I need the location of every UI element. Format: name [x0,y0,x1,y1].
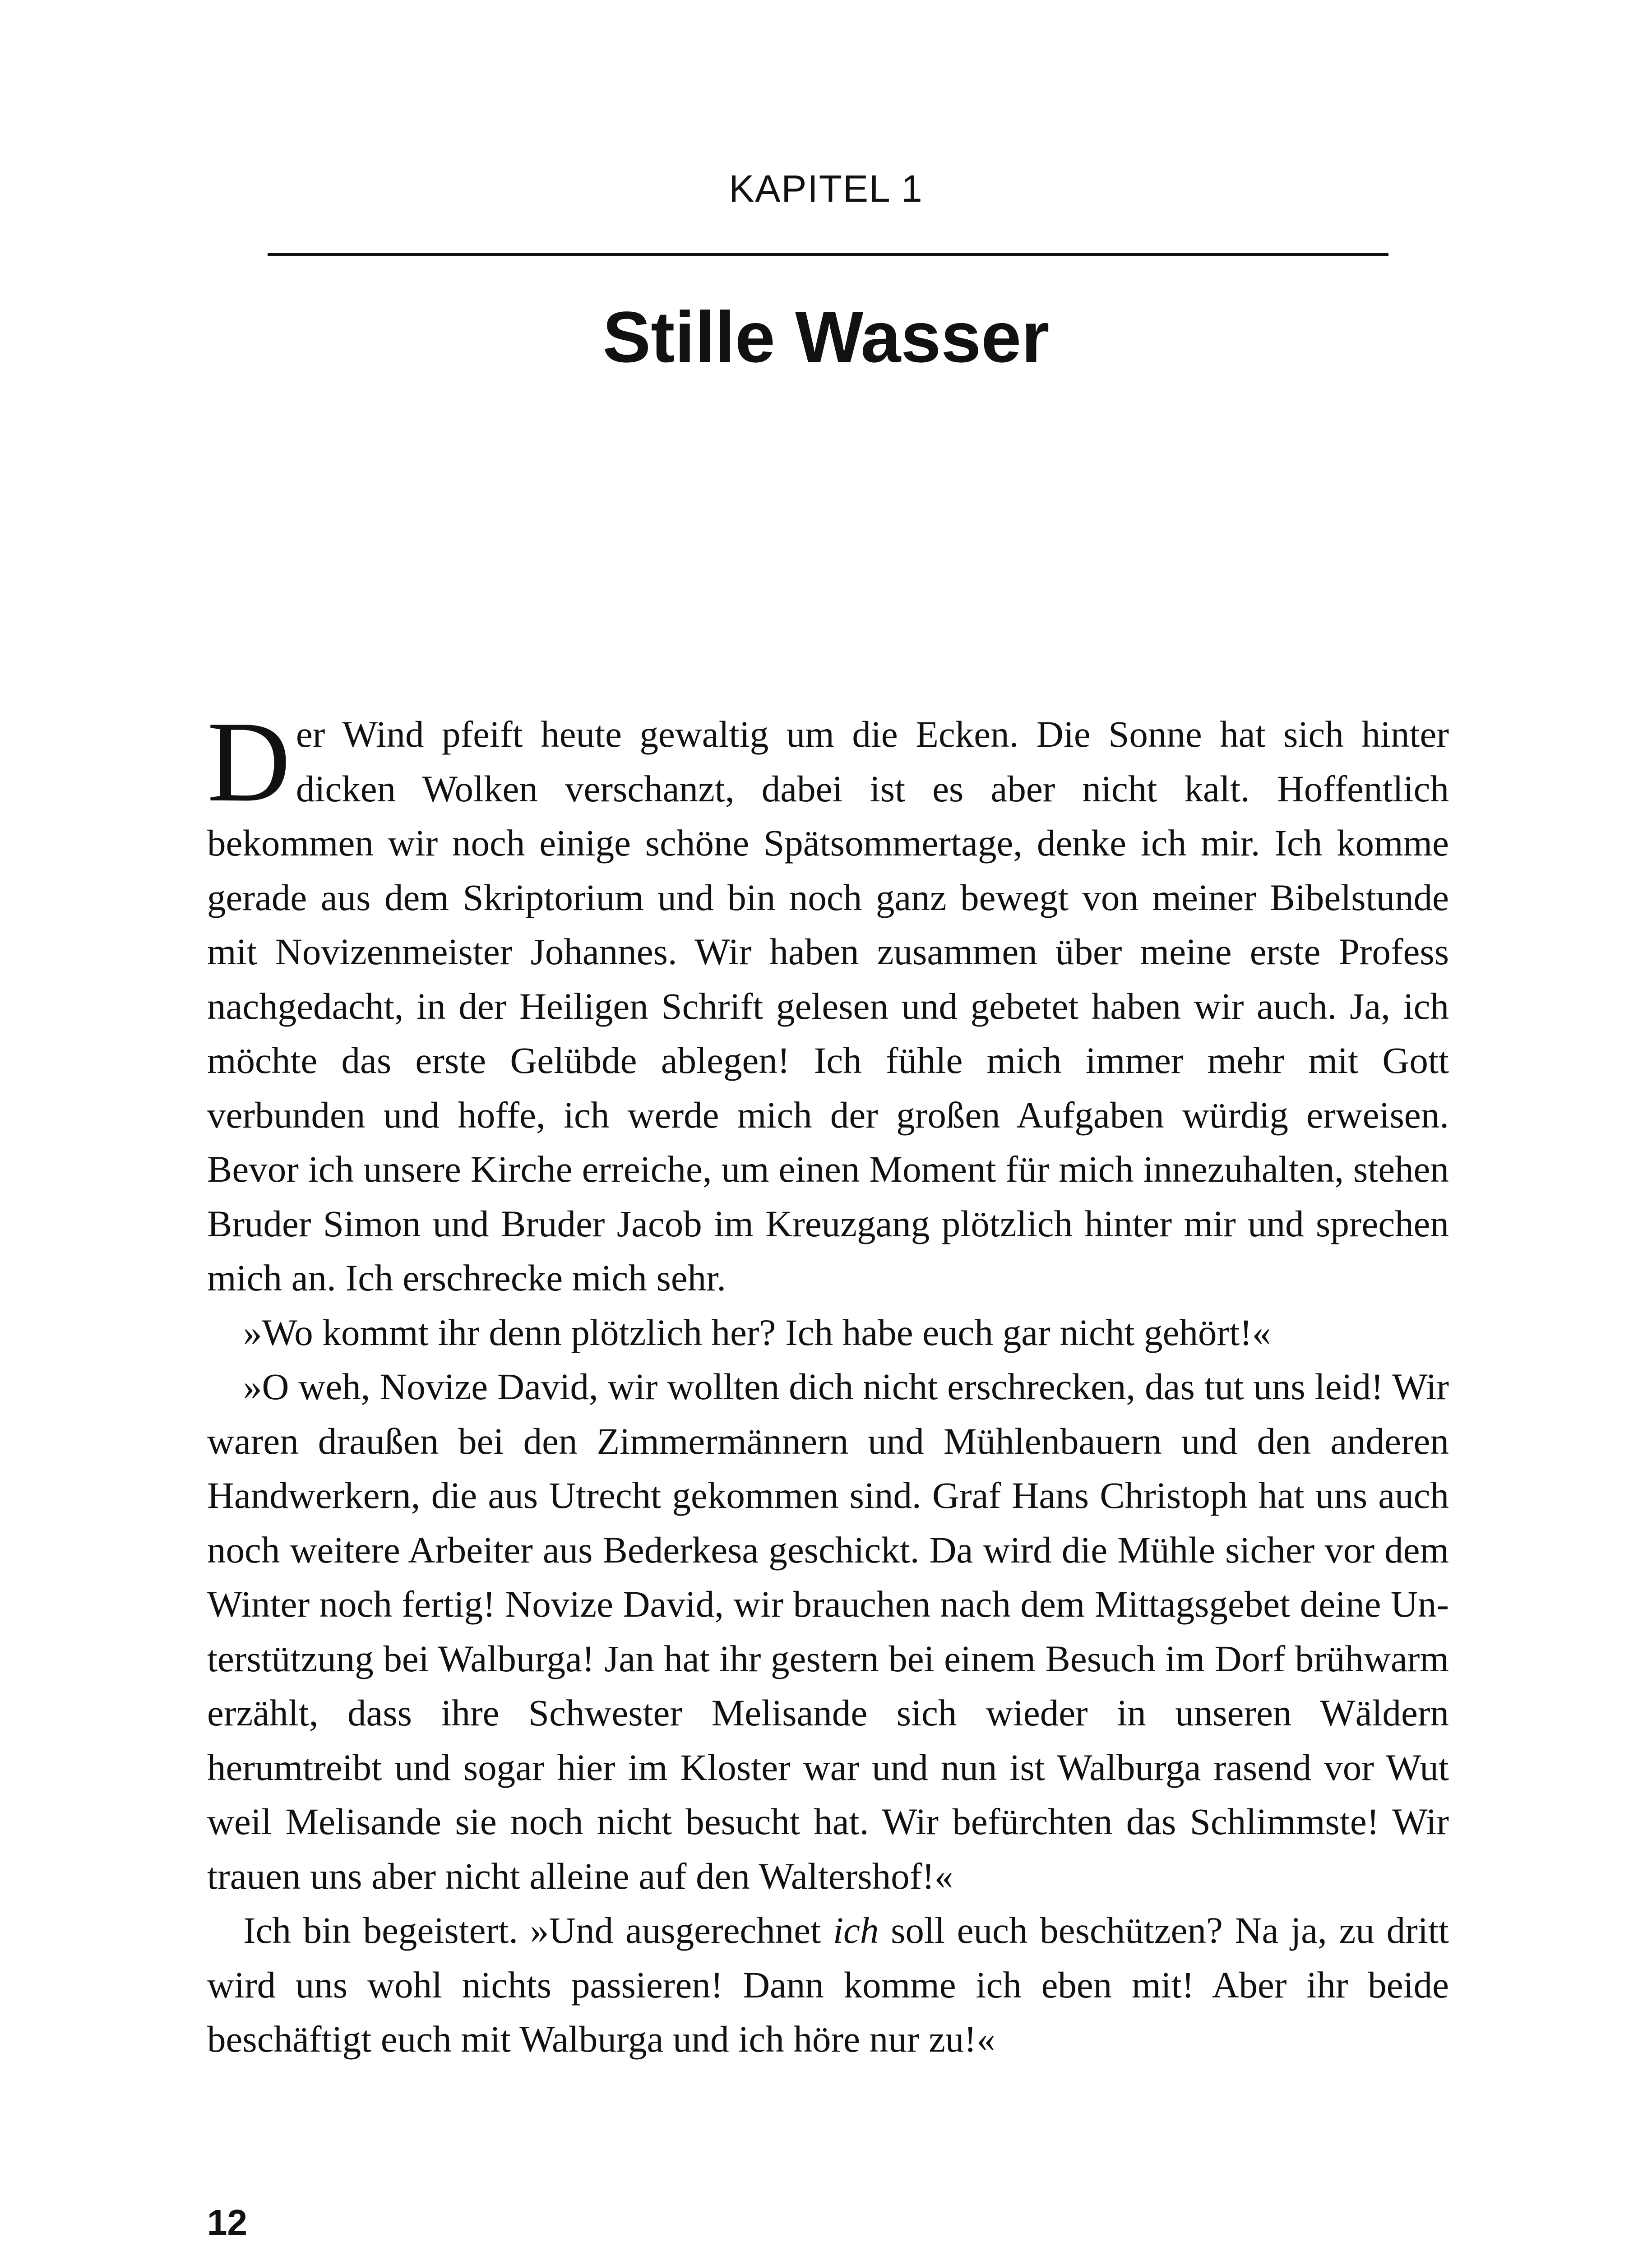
paragraph [207,698,1449,1305]
paragraph: »O weh, Novize David, wir wollten dich nicht erschrecken, das tut uns leid! Wir waren draußen bei den Zimmermännern und Mühlenbauern und den anderen Handwerkern, die aus Utrecht gekommen sind. Graf Hans Christoph hat uns auch noch weitere Arbeiter aus Bederkesa geschickt. Da wird die Mühle sicher vor dem Winter noch fertig! Novize David, wir brauchen nach dem Mittagsgebet deine Unterstützung bei Walburga! Jan hat ihr gestern bei einem Besuch im Dorf brühwarm erzählt, dass ihre Schwester Melisande sich wieder in unseren Wäldern herumtreibt und sogar hier im Kloster war und nun ist Walburga rasend vor Wut weil Melisande sie noch nicht besucht hat. Wir befürchten das Schlimmste! Wir trauen uns aber nicht alleine auf den Waltershof!« [207,1366,1449,1897]
paragraph [207,1903,1449,2066]
paragraph-text: Ich bin begeistert. »Und ausgerechnet [243,1909,833,1951]
drop-cap: D [207,698,291,826]
paragraph-text: soll euch beschützen? Na ja, zu dritt wird uns wohl nichts passieren! Dann komme ich eben mit! Aber ihr beide beschäftigt euch mit Walburga und ich höre nur zu!« [207,1909,1449,2060]
body-text [207,698,1449,2066]
emphasis: ich [833,1909,879,1951]
paragraph: »Wo kommt ihr denn plötzlich her? Ich habe euch gar nicht gehört!« [243,1311,1271,1353]
chapter-divider [268,253,1388,256]
chapter-label: KAPITEL 1 [729,167,923,210]
chapter-title: Stille Wasser [602,296,1050,377]
paragraph-text: er Wind pfeift heute gewaltig um die Ecken. Die Sonne hat sich hinter dicken Wolken verschanzt, dabei ist es aber nicht kalt. Hoffentlich bekommen wir noch einige schöne Spätsommertage, denke ich mir. Ich komme gerade aus dem Skriptorium und bin noch ganz bewegt von meiner Bibelstunde mit Novizenmeister Johannes. Wir haben zusammen über meine erste Profess nachgedacht, in der Heiligen Schrift gelesen und gebetet haben wir auch. Ja, ich möchte das erste Gelübde ablegen! Ich fühle mich immer mehr mit Gott verbunden und hoffe, ich werde mich der großen Aufgaben würdig erweisen. Bevor ich unsere Kirche erreiche, um einen Moment für mich innezuhalten, stehen Bruder Simon und Bruder Jacob im Kreuzgang plötzlich hinter mir und sprechen mich an. Ich erschrecke mich sehr. [207,713,1449,1299]
page-number: 12 [207,2202,247,2242]
